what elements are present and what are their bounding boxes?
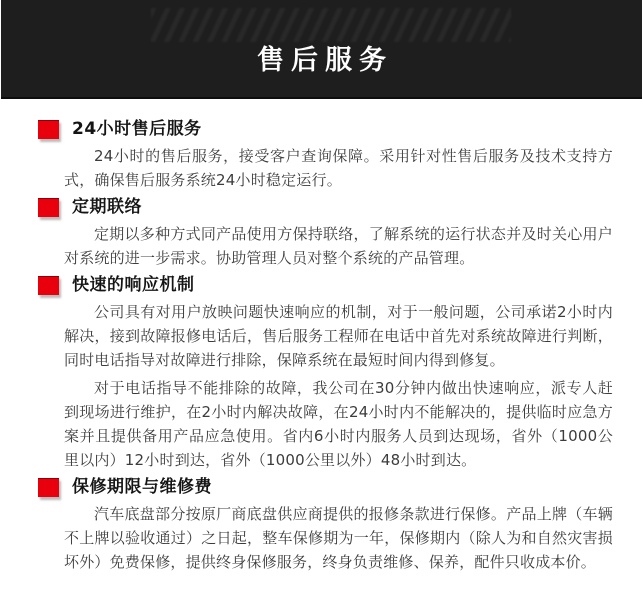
section-heading-row (38, 275, 613, 296)
section-heading: 24小时售后服务 (72, 119, 202, 139)
red-square-bullet-icon (38, 478, 59, 497)
section-heading-row (38, 119, 613, 140)
section-heading: 定期联络 (72, 197, 142, 217)
section-paragraph: 汽车底盘部分按原厂商底盘供应商提供的报修条款进行保修。产品上牌（车辆不上牌以验收通过）之日起，整车保修期为一年，保修期内（除人为和自然灾害损坏外）免费保修，提供终身保修服务，终身负责维修、保养，配件只收成本价。 (64, 505, 613, 571)
section-rapid-response (38, 275, 613, 472)
red-square-bullet-icon (38, 120, 59, 139)
section-paragraph: 定期以多种方式同产品使用方保持联络，了解系统的运行状态并及时关心用户对系统的进一步需求。协助管理人员对整个系统的产品管理。 (64, 225, 613, 267)
section-paragraph: 对于电话指导不能排除的故障，我公司在30分钟内做出快速响应，派专人赶到现场进行维护，在2小时内解决故障，在24小时内不能解决的，提供临时应急方案并且提供备用产品应急使用。省内6小时内服务人员到达现场，省外（1000公里以内）12小时到达，省外（1000公里以外）48小时到达。 (64, 379, 613, 469)
section-paragraph: 24小时的售后服务，接受客户查询保障。采用针对性售后服务及技术支持方式，确保售后服务系统24小时稳定运行。 (64, 147, 613, 189)
page-title: 售后服务 (257, 45, 393, 76)
section-warranty-fees (38, 477, 613, 574)
section-heading-row (38, 477, 613, 498)
red-square-bullet-icon (38, 198, 59, 217)
red-square-bullet-icon (38, 276, 59, 295)
content-area (0, 99, 643, 574)
section-24h-service (38, 119, 613, 192)
title-banner (1, 0, 642, 99)
section-heading: 保修期限与维修费 (72, 477, 212, 497)
section-regular-contact (38, 197, 613, 270)
section-paragraph: 公司具有对用户放映问题快速响应的机制，对于一般问题，公司承诺2小时内解决，接到故障报修电话后，售后服务工程师在电话中首先对系统故障进行判断，同时电话指导对故障进行排除，保障系统在最短时间内得到修复。 (64, 303, 613, 369)
watermark-smudge (151, 8, 511, 42)
section-heading: 快速的响应机制 (72, 275, 195, 295)
section-heading-row (38, 197, 613, 218)
